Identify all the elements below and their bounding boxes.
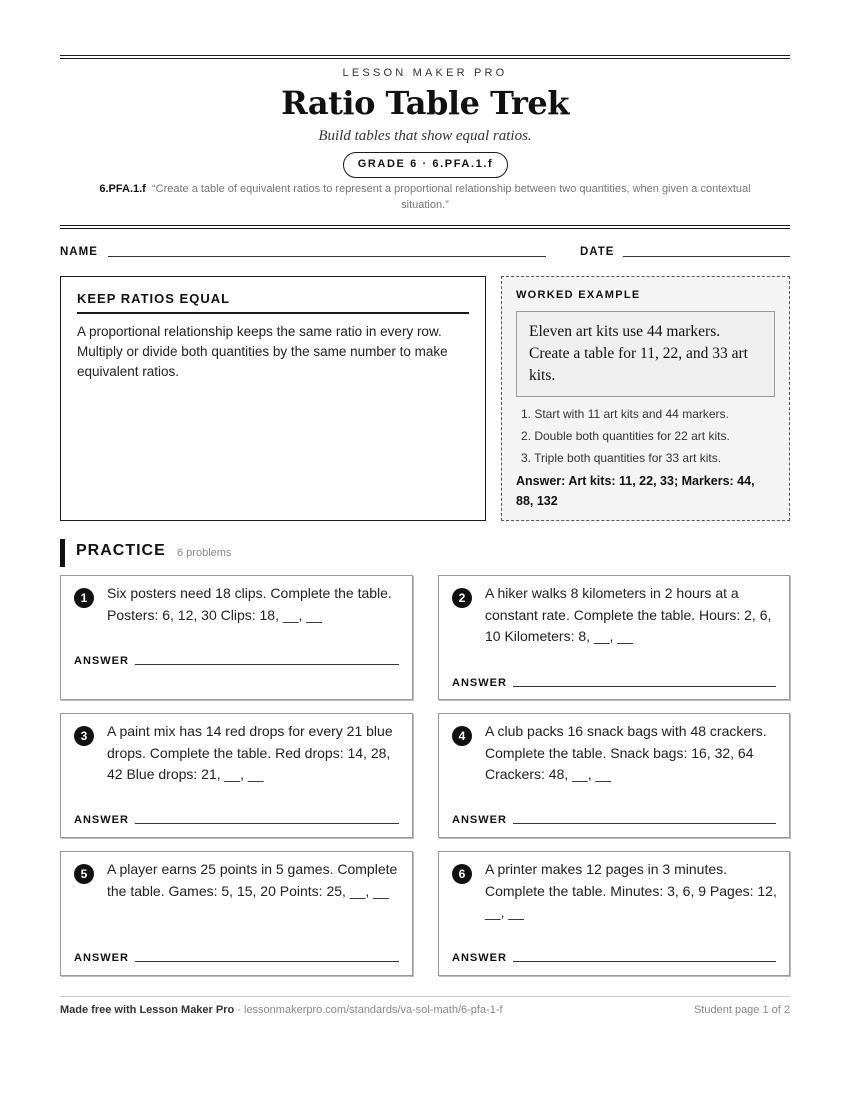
brand-name: LESSON MAKER PRO [342,67,508,79]
worked-example-title: WORKED EXAMPLE [516,289,641,301]
footer-credit [60,1004,503,1016]
problem-card-1 [60,575,413,700]
page-title: Ratio Table Trek [281,84,569,122]
practice-count: 6 problems [177,547,232,559]
standard-code: 6.PFA.1.f [99,183,146,195]
answer-line-2[interactable] [513,686,776,687]
footer-rule [60,996,790,997]
problem-text: A club packs 16 snack bags with 48 crackers. Complete the table. Snack bags: 16, 32, 64 Crackers: 48, __, __ [485,723,767,782]
problem-text: Six posters need 18 clips. Complete the table. Posters: 6, 12, 30 Clips: 18, __, __ [107,585,392,623]
worked-example-step: 1. Start with 11 art kits and 44 markers. [521,407,729,421]
worked-example-box [501,276,790,521]
footer-made-with: Made free with Lesson Maker Pro [60,1004,235,1016]
worked-example-problem: Eleven art kits use 44 markers. Create a table for 11, 22, and 33 art kits. [516,311,775,397]
answer-label: ANSWER [452,677,507,689]
worked-example-answer: Answer: Art kits: 11, 22, 33; Markers: 44, 88, 132 [516,474,755,508]
problem-text: A printer makes 12 pages in 3 minutes. Complete the table. Minutes: 3, 6, 9 Pages: 12, __, __ [485,861,777,920]
answer-line-5[interactable] [135,961,399,962]
problem-number-badge: 3 [74,726,94,746]
answer-label: ANSWER [452,814,507,826]
problem-text: A paint mix has 14 red drops for every 21 blue drops. Complete the table. Red drops: 14, 28, 42 Blue drops: 21, __, __ [107,723,393,782]
name-label: NAME [60,246,98,258]
footer-page-number: Student page 1 of 2 [693,1004,790,1016]
footer-url[interactable]: · lessonmakerpro.com/standards/va-sol-math/6-pfa-1-f [234,1004,503,1016]
answer-line-3[interactable] [135,823,399,824]
practice-accent-bar [60,539,65,567]
problem-number-badge: 2 [452,588,472,608]
answer-label: ANSWER [74,952,129,964]
problem-number-badge: 5 [74,864,94,884]
problem-card-2 [438,575,790,700]
worked-example-step: 2. Double both quantities for 22 art kits. [521,429,730,443]
problem-text: A player earns 25 points in 5 games. Complete the table. Games: 5, 15, 20 Points: 25, __, __ [107,861,398,899]
problem-text: A hiker walks 8 kilometers in 2 hours at a constant rate. Complete the table. Hours: 2, 6, 10 Kilometers: 8, __, __ [485,585,772,644]
standard-text: “Create a table of equivalent ratios to represent a proportional relationship between two quantities, when given a contextual situation.” [151,183,751,211]
problem-number-badge: 1 [74,588,94,608]
answer-line-6[interactable] [513,961,776,962]
grade-badge: GRADE 6 · 6.PFA.1.f [343,152,508,178]
problem-number-badge: 4 [452,726,472,746]
keep-ratios-body: A proportional relationship keeps the same ratio in every row. Multiply or divide both quantities by the same number to make equivalent ratios. [77,324,448,379]
date-field[interactable] [623,256,790,257]
answer-label: ANSWER [74,655,129,667]
problem-number-badge: 6 [452,864,472,884]
header-bottom-rule [60,225,790,229]
problem-card-3 [60,713,413,838]
page-subtitle: Build tables that show equal ratios. [318,128,532,144]
keep-ratios-box [60,276,486,521]
practice-title: PRACTICE [76,542,166,559]
worked-example-step: 3. Triple both quantities for 33 art kits. [521,451,722,465]
keep-ratios-title: KEEP RATIOS EQUAL [77,291,469,314]
problem-card-6 [438,851,790,976]
answer-label: ANSWER [74,814,129,826]
standard-description [80,181,770,213]
name-field[interactable] [108,256,546,257]
answer-line-4[interactable] [513,823,776,824]
answer-label: ANSWER [452,952,507,964]
problem-card-4 [438,713,790,838]
problem-card-5 [60,851,413,976]
worked-example-steps [516,403,775,469]
header-top-rule [60,55,790,59]
date-label: DATE [580,246,615,258]
answer-line-1[interactable] [135,664,399,665]
